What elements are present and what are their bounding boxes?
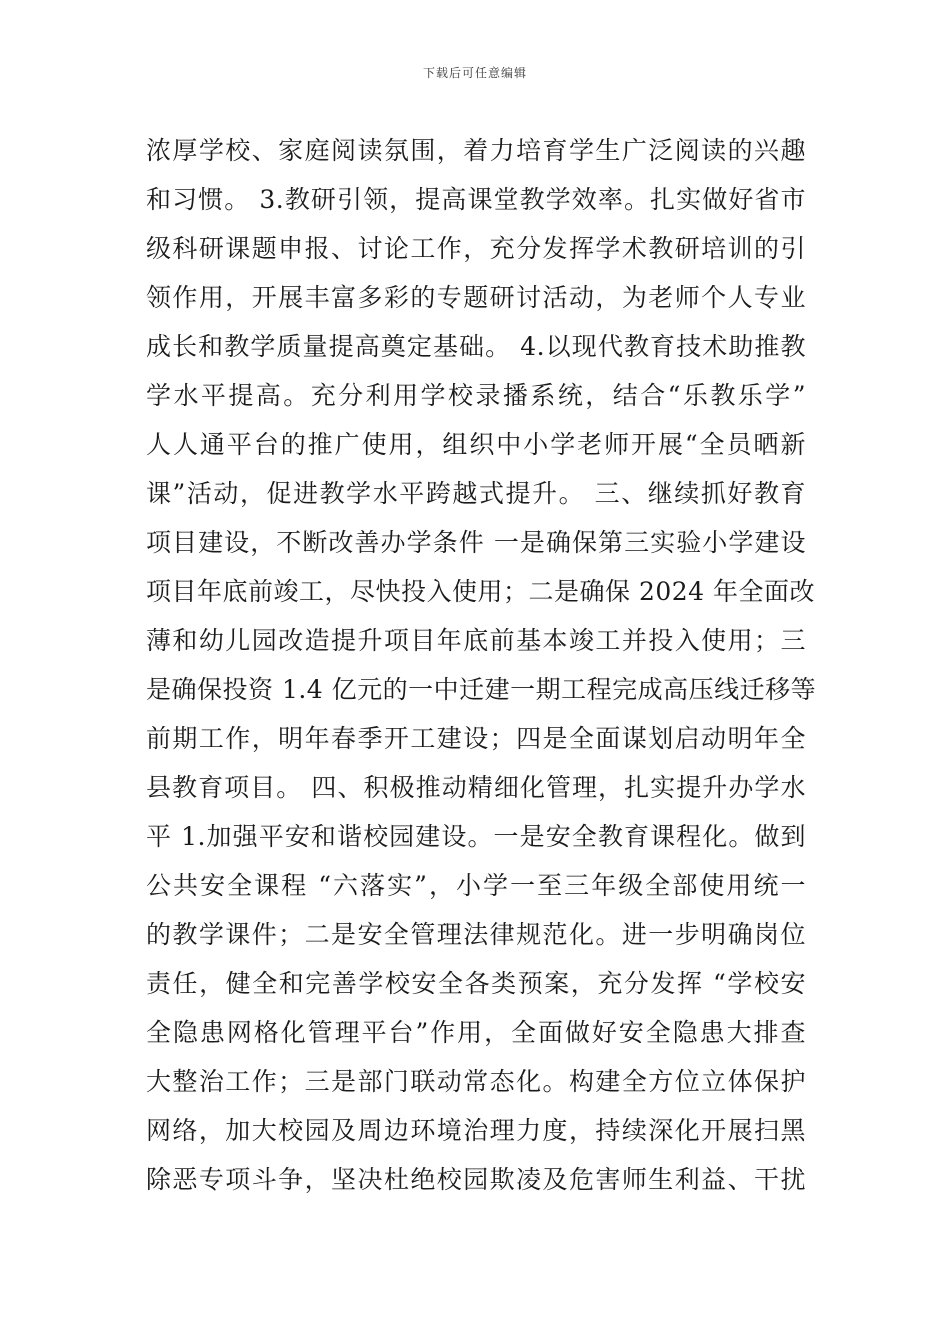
text-line: 是确保投资 1.4 亿元的一中迁建一期工程完成高压线迁移等 [146, 675, 817, 704]
text-line: 县教育项目。 四、积极推动精细化管理，扎实提升办学水 [146, 773, 806, 802]
body-text [146, 126, 817, 1204]
text-line: 和习惯。 3.教研引领，提高课堂教学效率。扎实做好省市 [146, 185, 806, 214]
text-line: 责任，健全和完善学校安全各类预案，充分发挥 “学校安 [146, 969, 806, 998]
text-line: 前期工作，明年春季开工建设；四是全面谋划启动明年全 [146, 724, 806, 753]
text-line: 项目年底前竣工，尽快投入使用；二是确保 2024 年全面改 [146, 577, 816, 606]
text-line: 大整治工作；三是部门联动常态化。构建全方位立体保护 [146, 1067, 806, 1096]
text-line: 除恶专项斗争，坚决杜绝校园欺凌及危害师生利益、干扰 [146, 1165, 806, 1194]
page-header: 下载后可任意编辑 [422, 66, 527, 80]
text-line: 人人通平台的推广使用，组织中小学老师开展“全员晒新 [146, 430, 806, 459]
text-line: 薄和幼儿园改造提升项目年底前基本竣工并投入使用；三 [146, 626, 806, 655]
text-line: 平 1.加强平安和谐校园建设。一是安全教育课程化。做到 [146, 822, 806, 851]
text-line: 学水平提高。充分利用学校录播系统，结合“乐教乐学” [146, 381, 806, 410]
text-line: 成长和教学质量提高奠定基础。 4.以现代教育技术助推教 [146, 332, 806, 361]
text-line: 课”活动，促进教学水平跨越式提升。 三、继续抓好教育 [146, 479, 806, 508]
text-line: 全隐患网格化管理平台”作用，全面做好安全隐患大排查 [146, 1018, 806, 1047]
text-line: 级科研课题申报、讨论工作，充分发挥学术教研培训的引 [146, 234, 806, 263]
text-line: 公共安全课程 “六落实”，小学一至三年级全部使用统一 [146, 871, 806, 900]
text-line: 领作用，开展丰富多彩的专题研讨活动，为老师个人专业 [146, 283, 806, 312]
text-line: 项目建设，不断改善办学条件 一是确保第三实验小学建设 [146, 528, 806, 557]
text-line: 网络，加大校园及周边环境治理力度，持续深化开展扫黑 [146, 1116, 806, 1145]
text-line: 的教学课件；二是安全管理法律规范化。进一步明确岗位 [146, 920, 806, 949]
text-line: 浓厚学校、家庭阅读氛围，着力培育学生广泛阅读的兴趣 [146, 136, 806, 165]
